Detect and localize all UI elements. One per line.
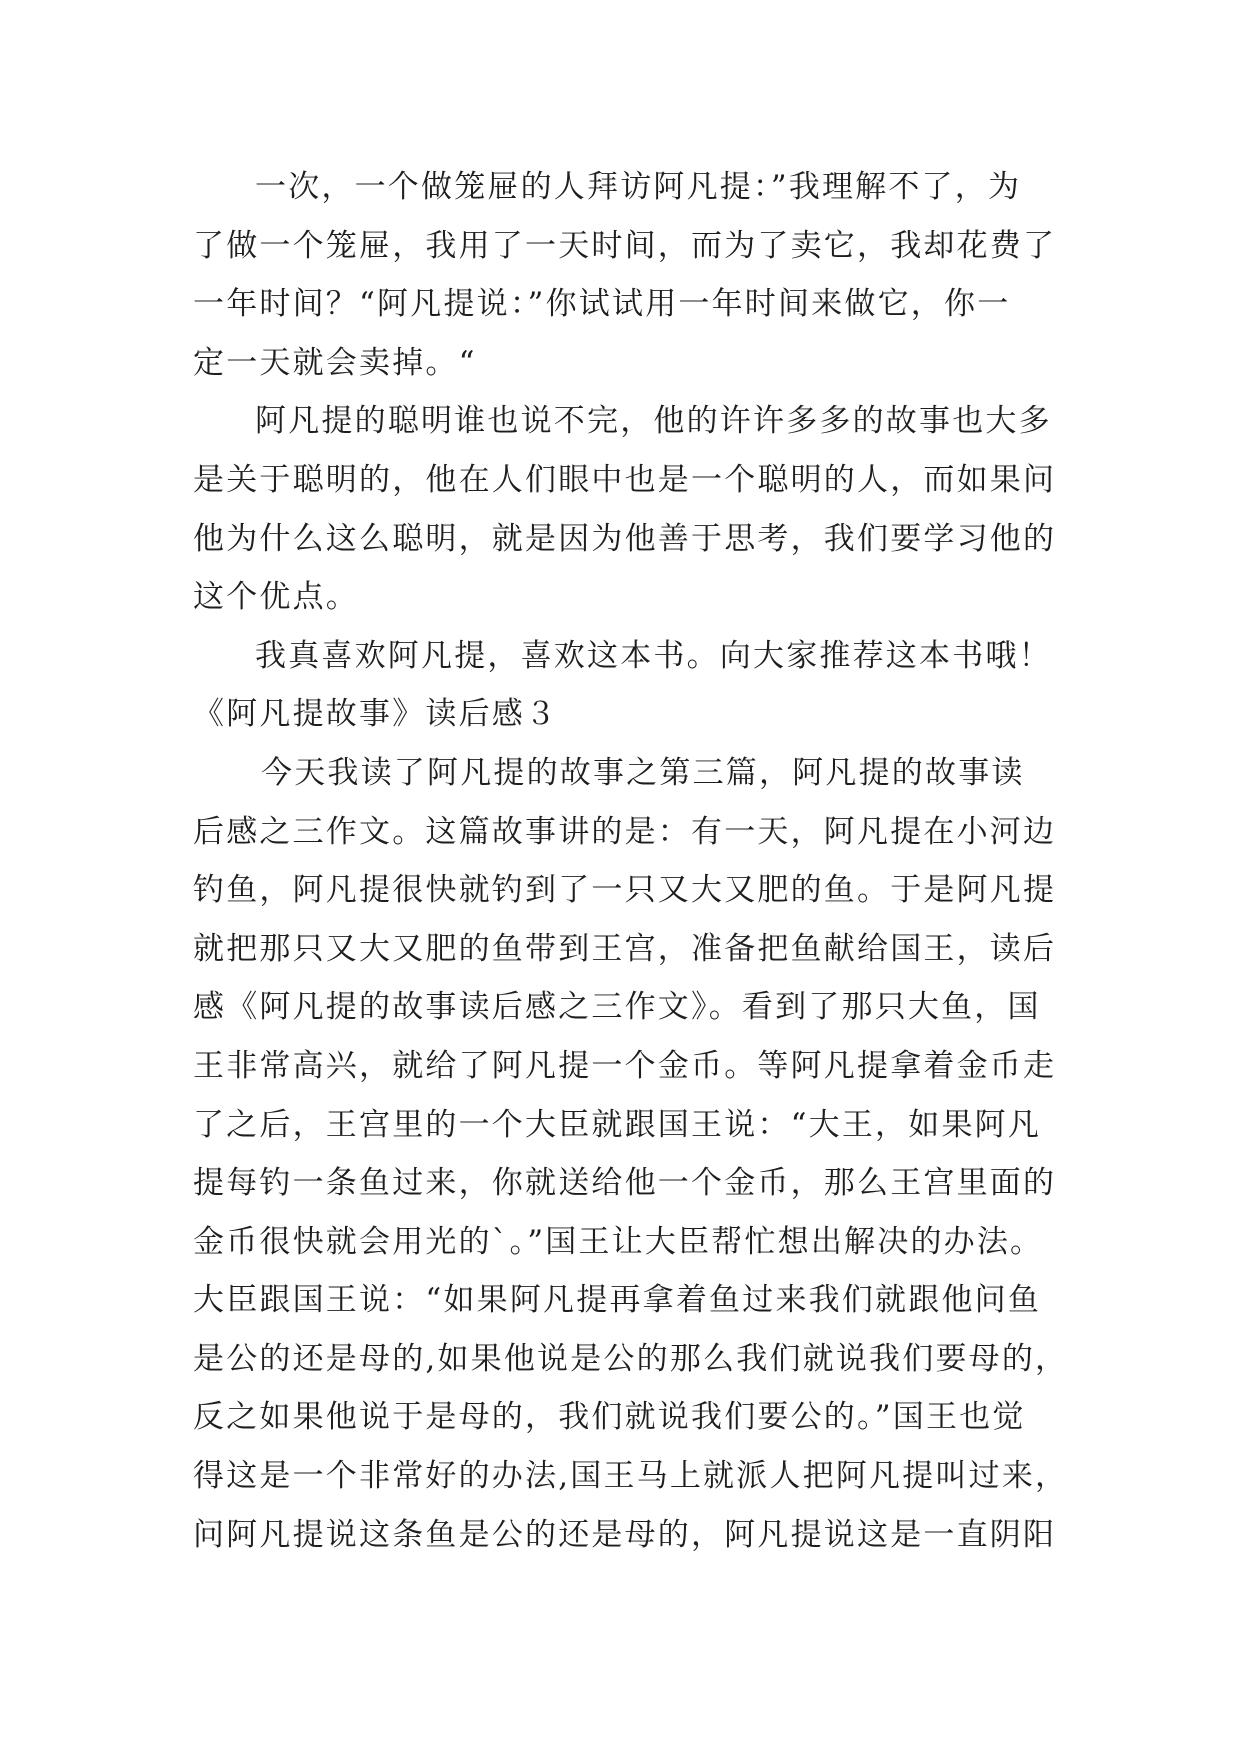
text-line: 是公的还是母的,如果他说是公的那么我们就说我们要母的， bbox=[193, 1340, 1069, 1377]
text-line: 感《阿凡提的故事读后感之三作文》。看到了那只大鱼，国 bbox=[193, 989, 1041, 1026]
text-line: 一年时间？“阿凡提说：”你试试用一年时间来做它，你一 bbox=[193, 286, 1011, 323]
text-line: 钓鱼，阿凡提很快就钓到了一只又大又肥的鱼。于是阿凡提 bbox=[193, 872, 1057, 909]
document-page bbox=[193, 158, 1069, 1564]
text-line: 了之后，王宫里的一个大臣就跟国王说：“大王，如果阿凡 bbox=[193, 1106, 1042, 1143]
text-line: 后感之三作文。这篇故事讲的是：有一天，阿凡提在小河边 bbox=[193, 813, 1057, 850]
text-line: 是关于聪明的，他在人们眼中也是一个聪明的人，而如果问 bbox=[193, 461, 1057, 498]
section-heading: 《阿凡提故事》读后感３ bbox=[193, 696, 559, 733]
text-line: 我真喜欢阿凡提，喜欢这本书。向大家推荐这本书哦！ bbox=[255, 637, 1052, 674]
text-line: 提每钓一条鱼过来，你就送给他一个金币，那么王宫里面的 bbox=[193, 1165, 1057, 1202]
text-line: 了做一个笼屉，我用了一天时间，而为了卖它，我却花费了 bbox=[193, 227, 1057, 264]
text-line: 他为什么这么聪明，就是因为他善于思考，我们要学习他的 bbox=[193, 520, 1057, 557]
text-line: 得这是一个非常好的办法,国王马上就派人把阿凡提叫过来， bbox=[193, 1458, 1069, 1495]
text-line: 大臣跟国王说：“如果阿凡提再拿着鱼过来我们就跟他问鱼 bbox=[193, 1282, 1042, 1319]
text-line: 问阿凡提说这条鱼是公的还是母的，阿凡提说这是一直阴阳 bbox=[193, 1516, 1057, 1553]
text-line: 定一天就会卖掉。“ bbox=[193, 344, 477, 381]
text-line: 就把那只又大又肥的鱼带到王宫，准备把鱼献给国王，读后 bbox=[193, 930, 1057, 967]
text-line: 一次，一个做笼屉的人拜访阿凡提：”我理解不了，为 bbox=[255, 169, 1022, 205]
text-line: 王非常高兴，就给了阿凡提一个金币。等阿凡提拿着金币走 bbox=[193, 1047, 1057, 1084]
text-line: 反之如果他说于是母的，我们就说我们要公的。”国王也觉 bbox=[193, 1399, 1026, 1436]
text-line: 这个优点。 bbox=[193, 579, 359, 616]
text-line: 金币很快就会用光的`。”国王让大臣帮忙想出解决的办法。 bbox=[193, 1223, 1044, 1260]
text-line: 今天我读了阿凡提的故事之第三篇，阿凡提的故事读 bbox=[261, 754, 1025, 791]
text-line: 阿凡提的聪明谁也说不完，他的许许多多的故事也大多 bbox=[255, 403, 1052, 440]
